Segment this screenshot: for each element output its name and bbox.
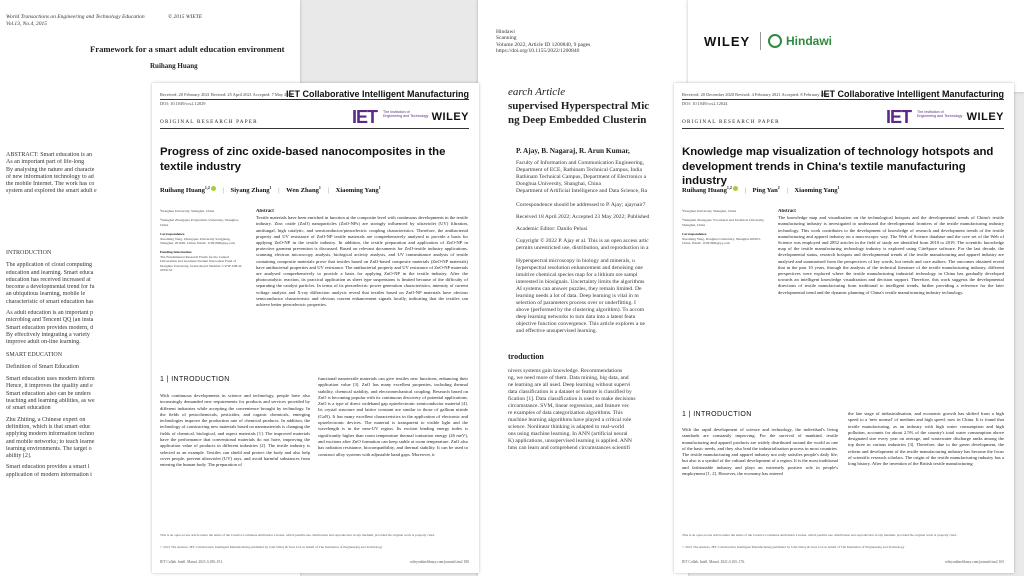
section-heading: 1 | INTRODUCTION [160,376,230,383]
text-line: Smart education provides modern, d [6,324,94,331]
text-line: application of modern information t [6,471,92,478]
text-line: science. Nonlinear thinking is adapted to real-world [508,424,625,430]
text-line: definition, which is that smart educ [6,423,91,430]
paper-title-line1: supervised Hyperspectral Mic [508,100,650,112]
section-heading: 1 | INTRODUCTION [682,411,752,418]
affiliation: ²Shanghai Zhongqiao Polytechnic University, Shanghai, China [160,218,239,227]
article-type: earch Article [508,86,566,98]
abstract-line: learning needs a lot of data. Deep learning is vital in m [516,293,639,299]
divider [160,128,469,129]
author-name: Ruihang Huang [160,187,205,195]
divider [160,99,469,100]
page-number: wileyonlinelibrary.com/journal/cim2 165 [944,560,1004,564]
doi-link: https://doi.org/10.1155/2022/1200840 [496,48,580,55]
affiliation-line: Rathinam Technical Campus, Department of Electronics a [516,174,647,180]
author-name: Siyang Zhang [230,187,270,195]
received-line: Received 18 April 2022; Accepted 23 May 2022; Published [516,214,650,220]
abstract-line: By analysing the nature and characte [6,166,95,173]
abstract-block [6,152,130,200]
affiliation: ¹Donghua University, Shanghai, China [160,209,215,213]
journal-meta [496,29,590,55]
affiliation-line: Department of Artificial Intelligence and Data Science, Ra [516,188,648,194]
section-heading: SMART EDUCATION [6,351,63,358]
text-line: learning environments. The target o [6,445,92,452]
affiliations [516,160,686,195]
copyright-footnote: © 2021 The Authors. IET Collaborative Intelligent Manufacturing published by John Wiley & Sons Ltd on behalf of The Institution of Engineering and Technology [682,545,905,549]
text-line: nivers systems gain knowledge. Recommendations [508,368,623,374]
journal-volume: Vol.13, No.4, 2015 [6,21,47,27]
editor-line: Academic Editor: Danilo Pelusi [516,226,588,232]
abstract [778,209,1004,385]
wiley-logo: WILEY [704,34,751,49]
author-name: Xiaoming Yang [794,187,838,195]
publisher-name: Hindawi [496,29,515,35]
doi-line: DOI: 10.1049/ccs2.12024 [682,101,728,106]
copyright-line: permits unrestricted use, distribution, and reproduction in a [516,245,649,251]
intro-column-right: functional nanotextile materials can give textiles new functions, enhancing their application value [3]. ZnO has many excellent properties, including thermal stability, chemical stability, and electromechanical coupling. Research based on ZnO is becoming popular with its continuous discovery of potential applications. ZnO is a type of direct wideband gap optoelectronic semiconductor material [4]. Its crystal structure and lattice constant are similar to those of gallium nitride (GaN). It has many excellent characteristics in the application of electronic and optoelectronic devices. The material is transparent to visible light and the wavelength is in the near-UV region. Its exciton binding energy index is significantly higher than room temperature thermal ionisation energy (26 meV), and excitons after ZnO formation can keep stable at room temperature. ZnO also has radiation resistance, biocompatibility, and thermal stability. It can be used to construct alloy systems with adjustable band gaps. Moreover, it [318,376,468,457]
dates-line: Received: 20 December 2020 Revised: 4 February 2021 Accepted: 8 February 2021 [682,92,830,97]
citation-line: IET Collab. Intell. Manuf. 2021;3:180–191. [160,560,224,564]
wiley-logo: WILEY [966,111,1004,123]
abstract-line: intuitive chemical species map for a lithium ore sampl [516,272,638,278]
sidebar-info [160,209,244,277]
section-heading: troduction [508,352,544,361]
text-line: and mobile networks; to teach learne [6,438,95,445]
affiliation-line: Faculty of Information and Communication Engineering, [516,160,645,166]
iet-logo: IET [886,107,912,127]
author-name: Wen Zhang [286,187,319,195]
intro-block [6,250,130,483]
abstract-text: The knowledge map and visualization on the technological hotspots and the developmental trends of China's textile manufacturing industry is investigated to understand the developmental frontiers of the textile manufacturing industry technology. This work contributes to the development of knowledge of research and development trends of the textile manufacturing and apparel industry on a macroscopic way. The Web of Science database and the core set of the Web of Science was employed and 2852 articles in the field of study are identified from 2010 to 2019. The scientific knowledge map of the textile manufacturing technology industry is explored using CiteSpace software. For the last decade, the developmental status, research hotspots and developmental trends of the textile manufacturing and apparel industry are analysed and summarised from the perspectives of key words, hot trends and core authors. The outcomes obtained reveal that in the past 10 years, through the analysis of the technical literature of the textile manufacturing industry, different perspectives were explored where the textile manufacturing industrial technology in China has gradually developed towards an intelligent knowledge visualization and decision support. Therefore, this work suggests the developmental directions of textile manufacturing from traditional to intelligent trends, further providing a reference for the later developmental trend and the dynamic planning of China's textile manufacturing industry technology. [778,215,1004,295]
paper-type: ORIGINAL RESEARCH PAPER [160,119,258,125]
abstract-line: AI systems can answer puzzles, they remain limited. De [516,286,642,292]
paper-zinc-oxide [152,83,479,573]
abstract-line: selection of parameters process over or underfitting. I [516,300,636,306]
logo-divider [760,32,761,50]
text-line: become a developmental trend for fu [6,284,95,291]
intro-column-right: the late stage of industrialisation, and economic growth has shifted from a high speed to a 'new normal' of medium and high speed, now in China. It is found that textile manufacturing, as an industry with high water consumption and high pollution, accounts for about 2.5% of the country's total water consumption above designated size every year on average, and wastewater discharge ranks among the top three in various industries [3]. Therefore, due to the green development, the reform and development of the textile manufacturing industry has become the focus of scientific research scholars. The origin of the textile manufacturing industry has a long history. After the invention of the British textile manufacturing [848,411,1004,467]
abstract-block [516,258,686,335]
paper-type: ORIGINAL RESEARCH PAPER [682,119,780,125]
doi-line: DOI: 10.1049/ccs2.12029 [160,101,206,106]
text-line: hms can learn and comprehend circumstances scientifi [508,445,631,451]
author-name: Xiaoming Yang [335,187,379,195]
journal-name: Scanning [496,35,517,42]
author-list: Ruihang Huang$^{1,2}$ | Ping Yan$^2$ | Xiaoming Yang$^1$ [682,185,840,195]
paper-title-line2: ng Deep Embedded Clusterin [508,114,647,126]
intro-column-left: With continuous developments in science and technology, people have also increasingly demanded new requirements for products and services provided by different industries while accepting the convenience brought by technology. In the fields of petrochemicals, pesticides, and organic chemicals, emerging technologies improve the production rate of chemical products. In addition, the technology of constructing new materials based on nanomaterials is changing the fields of chemical, biological, and aspect materials [1]. The improved materials have the performance that conventional materials do not have, improving the application value of products in different industries [2]. The textile industry is selected as an example. Textiles can shield and protect the body and also help cover people, prevent ultraviolet (UV) rays, and avoid harmful substances from entering the human body. The preparation of [160,393,310,468]
text-line: machine learning algorithms have played a critical role [508,417,632,423]
license-footnote: This is an open access article under the terms of the Creative Commons Attribution License, which permits use, distribution and reproduction in any medium, provided the original work is properly cited. [160,533,435,537]
iet-logo: IET [352,107,378,127]
abstract-line: deep learning networks to turn data into a latent featu [516,314,636,320]
text-line: The application of cloud computing [6,262,92,269]
hindawi-logo: Hindawi [786,34,833,48]
correspondence-text: Xiaoming Yang, Zhongqiao University Songjiang, Shanghai, 201620, China. Email: 11091806@qq.com [160,236,235,246]
funding-heading: Funding information [160,250,192,255]
dates-line: Received: 20 February 2021 Revised: 25 April 2021 Accepted: 7 May 2021 [160,92,293,97]
paper-title: Progress of zinc oxide-based nanocomposites in the textile industry [160,146,446,173]
journal-name: World Transactions on Engineering and Technology Education [6,14,145,20]
text-line: Smart education provides a smart l [6,464,90,471]
subsection-heading: Definition of Smart Education [6,363,79,370]
correspondence-heading: Correspondence [160,232,185,237]
text-line: Smart education uses modern inform [6,376,95,383]
text-line: education and learning. Smart educa [6,269,94,276]
copyright-footnote: © 2021 The Authors. IET Collaborative Intelligent Manufacturing published by John Wiley & Sons Ltd on behalf of The Institution of Engineering and Technology [160,545,383,549]
page-number: wileyonlinelibrary.com/journal/cim2 180 [409,560,469,564]
text-line: characteristic of smart education has [6,298,94,305]
text-line: fication [1]. Data classification is used to make decisions [508,396,636,402]
volume-line: Volume 2022, Article ID 1200840, 9 pages [496,41,591,48]
divider [682,128,1004,129]
abstract-line: As an important part of life-long [6,159,85,166]
intro-column-left: With the rapid development of science and technology, the individual's living standards are constantly improving. For the survival of mankind, textile manufacturing and apparel products are widely distributed around the world as one of the basic needs, and they also lead the industrialisation process in most countries. The textile manufacturing and apparel industry not only satisfies people's daily life, but also is a symbol of the cultural development of a region. It is the most traditional and fashionable industry and plays an extremely positive role in people's employment [1, 2]. However, the economy has entered [682,427,838,477]
background-paper-wiley-header [688,0,1024,92]
correspondence-heading: Correspondence [682,232,707,237]
text-line: education has received increased at [6,276,91,283]
abstract-line: ABSTRACT: Smart education is an [6,152,93,158]
journal-header [6,14,145,28]
text-line: data classification is a dataset or feature is classified by [508,389,632,395]
text-line: improve adult on-line learning. [6,339,81,346]
abstract-line: objective function convergence. This article explores a ne [516,321,646,327]
sidebar-info [682,209,766,250]
paper-author: Ruihang Huang [150,62,198,70]
text-line: Smart education also can be unders [6,390,91,397]
copyright-block [516,238,686,252]
iet-institution-line1: The Institution of [383,110,410,114]
iet-institution-label [383,110,428,118]
iet-institution-label [917,110,962,118]
affiliation-line: Donghua University, Shanghai, China [516,181,601,187]
text-line: of smart education [6,405,51,412]
abstract-heading: Abstract [778,209,796,214]
correspondence-text: Xiaoming Yang, Donghua University, Shanghai 200051, China. Email: 11091806@qq.com [682,236,762,246]
iet-institution-line1: The Institution of [917,110,944,114]
affiliation: ²Shanghai Zhongqiao Vocational and Technical University, Shanghai, China [682,218,765,227]
abstract-line: and effective unsupervised learning. [516,328,597,334]
wiley-logo: WILEY [431,111,469,123]
author-name: Ping Yan [752,187,778,195]
orcid-icon [733,186,738,191]
abstract-line: hyperspectral resolution enhancement and denoising one [516,265,643,271]
hindawi-logo-icon [768,34,782,48]
text-line: ng, we need more of them. Data mining, big data, and [508,375,629,381]
paper-title: Knowledge map visualization of technology hotspots and development trends in China's textile manufacturing industry [682,146,994,187]
abstract-line: system and explored the smart adult e [6,188,97,195]
page-footer [160,560,469,564]
journal-name: IET Collaborative Intelligent Manufacturing [820,89,1004,99]
abstract-line: interested in biosignals. Uncertainty limits the algorithms [516,279,645,285]
text-line: As adult education is an important p [6,310,93,317]
abstract-heading: Abstract [256,209,274,214]
abstract [256,209,468,359]
iet-institution-line2: Engineering and Technology [917,114,963,119]
divider [682,99,1004,100]
text-line: an ubiquitous learning, mobile le [6,291,86,298]
abstract-text: Textile materials have been enriched in function at the composite level with continuous developments in the textile industry. Zinc oxide (ZnO) nanoparticles (ZnO-NPs) are strongly influenced by ultraviolet (UV) filtration, antifungal, high catalytic, and semiconductor/piezoelectric coupling characteristics. Therefore, the antibacterial property and UV resistance of ZnO-NP textile materials are comprehensively analysed to provide a basis for applying ZnO-NP in the textile industry. In addition, the textile preparation and application of ZnO-NP in protective garment prevention is discussed. Based on relevant documents for ZnO-textile industry applications, scanning electron microscopy analysis, biological activity analysis, and UV transmittance analysis of textile containing composite materials prove that textiles based on ZnO-based composite materials (ZnO-NP materials) have antibacterial properties and UV resistance. The antibacterial property and UV resistance of ZnO-NP materials are analysed comprehensively to provide a basis for applying ZnO-NP in the textile industry. After the photocatalytic reaction, its practical application as sheet type suspensions is limited because of the difficulty of separating the catalyst particles. In terms of its piezoelectric power generation characteristics, intensity of current voltage analysis and X-ray diffraction analysis reveal that textiles based on ZnO-NP materials have obvious semiconductor characteristic and obvious current enhancement signals locally, indicating that the textiles can achieve better piezoelectric properties. [256,215,468,308]
abstract-line: above (performed by the clustering algorithm). To accom [516,307,645,313]
paper-title: Framework for a smart adult education environment [90,44,285,54]
paper-knowledge-map [674,83,1014,573]
text-line: Hence, it improves the quality and e [6,383,93,390]
text-line: ne learning are all used. Deep learning without supervi [508,382,631,388]
text-line: circumstance. SVM, linear regression, and feature vec [508,403,630,409]
orcid-icon [211,186,216,191]
text-line: K) applications, unsupervised learning is applied. ANN [508,438,632,444]
paper-authors: P. Ajay, B. Nagaraj, R. Arun Kumar, [516,146,630,155]
abstract-line: of new information technology to ad [6,173,94,180]
text-line: teaching and learning abilities, as we [6,398,95,405]
iet-institution-line2: Engineering and Technology [383,114,429,119]
text-line: ons using machine learning. In ANN (artificial neural [508,431,628,437]
affiliation: ¹Donghua University, Shanghai, China [682,209,737,213]
text-line: applying modern information techno [6,431,95,438]
journal-name: IET Collaborative Intelligent Manufacturing [285,89,469,99]
section-heading: INTRODUCTION [6,250,52,256]
affiliation-line: Department of ECE, Rathinam Technical Campus, India [516,167,642,173]
abstract-line: Hyperspectral microscopy in biology and minerals, u [516,258,635,264]
text-line: re examples of data categorization algorithms. This [508,410,623,416]
license-footnote: This is an open access article under the terms of the Creative Commons Attribution License, which permits use, distribution and reproduction in any medium, provided the original work is properly cited. [682,533,957,537]
author-list: Ruihang Huang$^{1,2}$ | Siyang Zhang$^1$ | Wen Zhang$^1$ | Xiaoming Yang$^1$ [160,185,381,195]
funding-text: The Fundamental Research Funds for the Central Universities and Graduate Student Innovation Fund of Donghua University, Grant/Award Number: CUSF-DH-D-2019152 [160,254,243,273]
text-line: By effectively integrating a variety [6,331,90,338]
intro-block [508,368,678,452]
abstract-line: the mobile Internet. The work has co [6,181,95,188]
author-name: Ruihang Huang [682,187,727,195]
text-line: Zhu Zhiting, a Chinese expert on [6,416,86,423]
text-line: microblog and Tencent QQ (an insta [6,317,94,324]
page-footer [682,560,1004,564]
citation-line: IET Collab. Intell. Manuf. 2021;3:165–176. [682,560,746,564]
copyright: © 2015 WIETE [168,14,203,20]
correspondence: Correspondence should be addressed to P. Ajay; ajaynair7 [516,202,646,208]
copyright-line: Copyright © 2022 P. Ajay et al. This is an open access artic [516,238,649,244]
background-paper-hyperspectral [478,0,688,576]
text-line: ability [2]. [6,453,32,460]
